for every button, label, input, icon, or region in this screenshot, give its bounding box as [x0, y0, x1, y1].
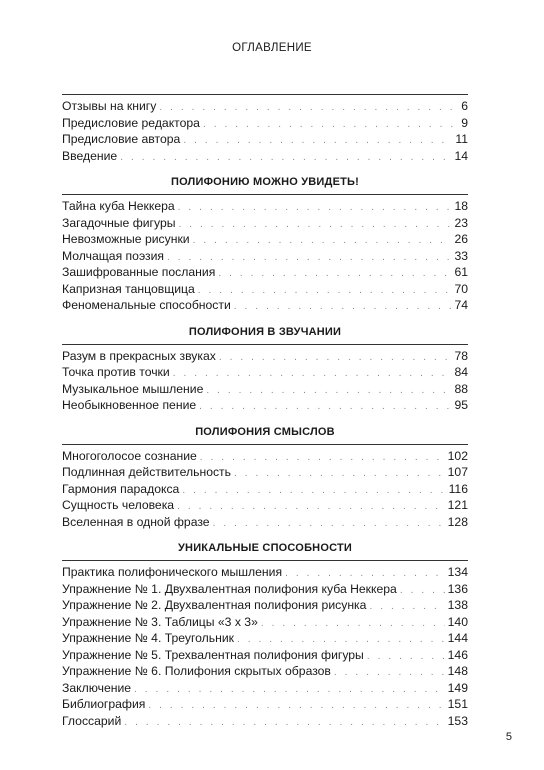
toc-entry-title: Капризная танцовщица: [62, 281, 195, 296]
dot-leader: [206, 383, 451, 400]
toc-entry-title: Подлинная действительность: [62, 465, 231, 479]
toc-entry[interactable]: [62, 264, 468, 281]
section-divider: [62, 344, 468, 345]
toc-entry[interactable]: [62, 581, 468, 598]
toc-entry-page: 151: [447, 697, 468, 711]
toc-entry-title: Загадочные фигуры: [62, 215, 176, 230]
toc-entry-page: 134: [447, 565, 468, 579]
dot-leader: [369, 599, 444, 616]
toc-entry[interactable]: [62, 713, 468, 730]
toc-entry[interactable]: [62, 680, 468, 697]
toc-entry-title: Предисловие автора: [62, 132, 181, 146]
table-of-contents: [62, 90, 468, 739]
toc-entry-title: Феноменальные способности: [62, 298, 231, 312]
section-heading: УНИКАЛЬНЫЕ СПОСОБНОСТИ: [178, 542, 352, 554]
dot-leader: [120, 150, 451, 167]
toc-entry-page: 9: [461, 115, 468, 130]
toc-entry-page: 146: [447, 647, 468, 662]
toc-entry[interactable]: [62, 364, 468, 381]
dot-leader: [193, 233, 452, 250]
toc-entry-title: Предисловие редактора: [62, 115, 200, 130]
toc-entry-page: 95: [454, 398, 468, 412]
section-heading: ПОЛИФОНИЯ СМЫСЛОВ: [195, 425, 335, 438]
toc-entry-page: 18: [454, 199, 468, 213]
toc-entry[interactable]: [62, 148, 468, 165]
toc-entry-page: 153: [447, 713, 468, 728]
toc-entry[interactable]: [62, 663, 468, 680]
toc-entry[interactable]: [62, 481, 468, 498]
toc-entry-page: 74: [454, 298, 468, 312]
toc-entry-page: 61: [454, 265, 468, 279]
toc-entry-title: Тайна куба Неккера: [62, 199, 175, 213]
dot-leader: [200, 450, 445, 467]
dot-leader: [198, 283, 452, 300]
toc-entry[interactable]: [62, 614, 468, 631]
toc-entry[interactable]: [62, 231, 468, 248]
toc-entry-page: 33: [454, 248, 468, 263]
toc-entry-page: 140: [447, 614, 468, 629]
toc-entry-page: 128: [447, 514, 468, 529]
section-heading: ПОЛИФОНИЮ МОЖНО УВИДЕТЬ!: [170, 176, 360, 188]
toc-entry-page: 88: [454, 381, 468, 396]
dot-leader: [261, 616, 445, 633]
dot-leader: [218, 266, 451, 283]
toc-entry[interactable]: [62, 630, 468, 647]
toc-entry[interactable]: [62, 348, 468, 365]
toc-entry-page: 116: [448, 481, 468, 496]
toc-entry-title: Заключение: [62, 680, 132, 695]
toc-entry-page: 144: [447, 631, 468, 645]
toc-entry-title: Упражнение № 6. Полифония скрытых образов: [62, 664, 331, 678]
toc-entry-title: Отзывы на книгу: [62, 99, 157, 113]
toc-entry-page: 136: [447, 581, 468, 596]
toc-entry-title: Упражнение № 1. Двухвалентная полифония куба Неккера: [62, 581, 397, 596]
toc-entry[interactable]: [62, 597, 468, 614]
toc-entry-page: 11: [455, 132, 468, 146]
toc-entry-title: Упражнение № 4. Треугольник: [62, 631, 235, 645]
section-divider: [62, 94, 468, 95]
dot-leader: [159, 100, 453, 117]
toc-entry-page: 138: [447, 598, 468, 612]
dot-leader: [334, 665, 445, 682]
toc-entry-title: Вселенная в одной фразе: [62, 514, 210, 529]
toc-entry[interactable]: [62, 381, 468, 398]
toc-entry-title: Разум в прекрасных звуках: [62, 348, 216, 363]
toc-entry-page: 26: [454, 232, 468, 246]
toc-section: [62, 324, 468, 414]
toc-entry-page: 78: [454, 348, 468, 363]
dot-leader: [177, 499, 445, 516]
dot-leader: [173, 366, 452, 383]
toc-entry-title: Введение: [62, 148, 118, 163]
dot-leader: [213, 516, 445, 533]
toc-entry-page: 70: [454, 281, 468, 296]
toc-entry-title: Упражнение № 2. Двухвалентная полифония рисунка: [62, 598, 367, 612]
toc-entry[interactable]: [62, 297, 468, 314]
section-divider: [62, 194, 468, 195]
toc-section: [62, 174, 468, 314]
toc-entry[interactable]: [62, 281, 468, 298]
toc-section: [62, 94, 468, 164]
toc-entry-title: Необыкновенное пение: [62, 398, 197, 412]
toc-entry-title: Многоголосое сознание: [62, 448, 197, 463]
toc-entry-title: Библиография: [62, 697, 146, 711]
dot-leader: [178, 200, 452, 217]
section-divider: [62, 560, 468, 561]
toc-entry-page: 84: [454, 365, 468, 379]
section-heading: ПОЛИФОНИЯ В ЗВУЧАНИИ: [188, 325, 342, 338]
dot-leader: [183, 133, 452, 150]
toc-entry[interactable]: [62, 564, 468, 581]
dot-leader: [400, 583, 445, 600]
dot-leader: [203, 117, 453, 134]
toc-entry-title: Точка против точки: [62, 365, 170, 379]
dot-leader: [182, 483, 445, 500]
toc-entry-title: Гармония парадокса: [62, 481, 180, 496]
toc-entry-page: 121: [447, 498, 468, 512]
toc-entry-page: 148: [447, 664, 468, 678]
toc-entry-page: 14: [454, 148, 468, 163]
toc-entry-title: Зашифрованные послания: [62, 265, 216, 279]
dot-leader: [124, 715, 444, 732]
dot-leader: [148, 698, 444, 715]
page-title: ОГЛАВЛЕНИЕ: [232, 42, 312, 54]
toc-entry[interactable]: [62, 397, 468, 414]
toc-entry[interactable]: [62, 647, 468, 664]
toc-entry-page: 107: [447, 465, 468, 479]
dot-leader: [179, 217, 452, 234]
toc-entry[interactable]: [62, 696, 468, 713]
dot-leader: [234, 466, 445, 483]
toc-entry[interactable]: [62, 448, 468, 465]
section-divider: [62, 444, 468, 445]
toc-entry-page: 6: [461, 99, 468, 113]
toc-entry-title: Упражнение № 5. Трехвалентная полифония фигуры: [62, 647, 364, 662]
toc-entry-page: 102: [447, 448, 468, 463]
toc-entry[interactable]: [62, 115, 468, 132]
dot-leader: [234, 299, 452, 316]
toc-entry[interactable]: [62, 215, 468, 232]
toc-entry[interactable]: [62, 98, 468, 115]
toc-entry-title: Практика полифонического мышления: [62, 565, 283, 579]
toc-entry[interactable]: [62, 248, 468, 265]
dot-leader: [367, 649, 445, 666]
page-number: 5: [505, 731, 512, 743]
toc-entry-title: Молчащая поэзия: [62, 248, 165, 263]
dot-leader: [134, 682, 445, 699]
toc-entry-page: 23: [454, 215, 468, 230]
toc-entry[interactable]: [62, 464, 468, 481]
toc-entry-title: Упражнение № 3. Таблицы «3 х 3»: [62, 614, 258, 629]
toc-entry-title: Сущность человека: [62, 498, 175, 512]
dot-leader: [199, 399, 451, 416]
toc-entry-title: Невозможные рисунки: [62, 232, 190, 246]
toc-entry-title: Глоссарий: [62, 713, 122, 728]
toc-entry-title: Музыкальное мышление: [62, 381, 204, 396]
toc-entry[interactable]: [62, 497, 468, 514]
toc-entry[interactable]: [62, 198, 468, 215]
toc-entry-page: 149: [447, 680, 468, 695]
toc-entry[interactable]: [62, 131, 468, 148]
toc-entry[interactable]: [62, 514, 468, 531]
toc-section: [62, 424, 468, 531]
toc-section: [62, 540, 468, 729]
dot-leader: [219, 350, 452, 367]
